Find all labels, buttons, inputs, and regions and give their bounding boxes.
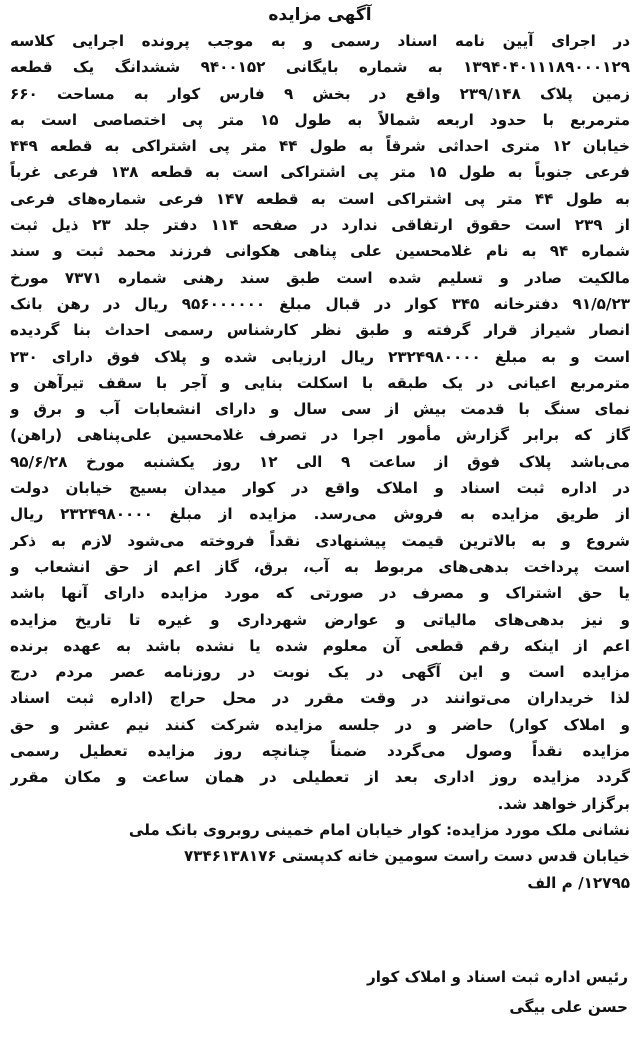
signatory-title: رئیس اداره ثبت اسناد و املاک کوار [366, 968, 628, 986]
notice-body [4, 28, 636, 817]
body-line: می‌باشد پلاک فوق از ساعت ۹ الی ۱۲ روز یکشنبه مورخ ۹۵/۶/۲۸ [10, 452, 630, 471]
body-line: فرعی جنوباً به طول ۱۵ متر پی اشتراکی است به قطعه ۱۳۸ فرعی غرباً [10, 163, 630, 182]
body-line: و نیز بدهی‌های مالیاتی و عوارض شهرداری و غیره تا تاریخ مزایده [10, 610, 630, 629]
body-line: شماره ۹۴ به نام غلامحسین علی پناهی هکوانی فرزند محمد ثبت و سند [10, 242, 630, 261]
body-line: مزایده نقداً وصول می‌گردد ضمناً چنانچه روز مزایده تعطیل رسمی [10, 742, 630, 761]
body-line: برگزار خواهد شد. [497, 794, 630, 813]
body-line: ۹۱/۵/۲۳ دفترخانه ۳۴۵ کوار در قبال مبلغ ۹۵۶۰۰۰۰۰۰ ریال در رهن بانک [10, 294, 630, 313]
reference-number: ۱۲۷۹۵/ م الف [527, 873, 630, 892]
signatory-name: حسن علی بیگی [509, 998, 628, 1016]
body-line: ۱۳۹۴۰۴۰۱۱۱۸۹۰۰۰۱۲۹ به شماره بایگانی ۹۴۰۰۱۵۲ ششدانگ یک قطعه [10, 58, 630, 77]
body-line: یا حق اشتراک و مصرف در صورتی که مورد مزایده دارای آنها باشد [10, 584, 630, 603]
address-line: نشانی ملک مورد مزایده: کوار خیابان امام خمینی روبروی بانک ملی [128, 820, 630, 839]
body-line: گردد مزایده روز اداری بعد از تعطیلی در همان ساعت و مکان مقرر [10, 768, 630, 787]
body-line: مزایده است و این آگهی در یک نوبت در روزنامه عصر مردم درج [10, 663, 630, 682]
body-line: مترمربع اعیانی در یک طبقه با اسکلت بنایی و آجر با سقف تیرآهن و [10, 373, 630, 392]
body-line: به طول ۴۴ متر پی اشتراکی است به قطعه ۱۴۷ فرعی شماره‌های فرعی [10, 189, 630, 208]
body-line: و املاک کوار) حاضر و در جلسه مزایده شرکت کنند نیم عشر و حق [10, 715, 630, 734]
body-line: نمای سنگ با قدمت بیش از سی سال و دارای انشعابات آب و برق و [10, 400, 630, 419]
notice-title: آگهی مزایده [268, 5, 372, 25]
body-line: اعم از اینکه رقم قطعی آن معلوم شده یا نشده باشد به عهده برنده [10, 636, 630, 655]
body-line: از طریق مزایده به فروش می‌رسد. مزایده از مبلغ ۲۳۲۴۹۸۰۰۰۰ ریال [10, 505, 630, 524]
body-line: انصار شیراز قرار گرفته و طبق نظر کارشناس رسمی احداث بنا گردیده [10, 321, 630, 340]
body-line: است و به مبلغ ۲۳۲۴۹۸۰۰۰۰ ریال ارزیابی شده و پلاک فوق دارای ۲۳۰ [10, 347, 630, 366]
body-line: است پرداخت بدهی‌های مربوط به آب، برق، گاز اعم از حق انشعاب و [10, 557, 630, 576]
body-line: لذا خریداران می‌توانند در وقت مقرر در محل حراج (اداره ثبت اسناد [10, 689, 630, 708]
body-line: گاز که برابر گزارش مأمور اجرا در تصرف غلامحسین علی‌پناهی (راهن) [10, 426, 630, 445]
signature-block [367, 962, 628, 1022]
address-line: خیابان قدس دست راست سومین خانه کدپستی ۷۳۴۶۱۳۸۱۷۶ [184, 847, 630, 866]
property-address [4, 817, 636, 896]
auction-notice [4, 2, 636, 1052]
body-line: در اجرای آیین نامه اسناد رسمی و به موجب پرونده اجرایی کلاسه [10, 32, 630, 50]
body-line: شروع و به بالاترین قیمت پیشنهادی نقداً فروخته می‌شود لازم به ذکر [10, 531, 630, 550]
body-line: مالکیت صادر و تسلیم شده است طبق سند رهنی شماره ۷۳۷۱ مورخ [10, 268, 630, 287]
body-line: از ۲۳۹ است حقوق ارتفاقی ندارد در صفحه ۱۱۴ دفتر جلد ۲۳ ذیل ثبت [10, 216, 630, 235]
body-line: خیابان ۱۲ متری احداثی شرقاً به طول ۴۴ متر پی اشتراکی به قطعه ۴۴۹ [10, 137, 630, 156]
body-line: در اداره ثبت اسناد و املاک واقع در کوار میدان بسیج خیابان دولت [10, 479, 630, 498]
body-line: زمین پلاک ۲۳۹/۱۴۸ واقع در بخش ۹ فارس کوار به مساحت ۶۶۰ [10, 84, 630, 103]
body-line: مترمربع با حدود اربعه شمالاً به طول ۱۵ متر پی اختصاصی است به [10, 110, 630, 129]
